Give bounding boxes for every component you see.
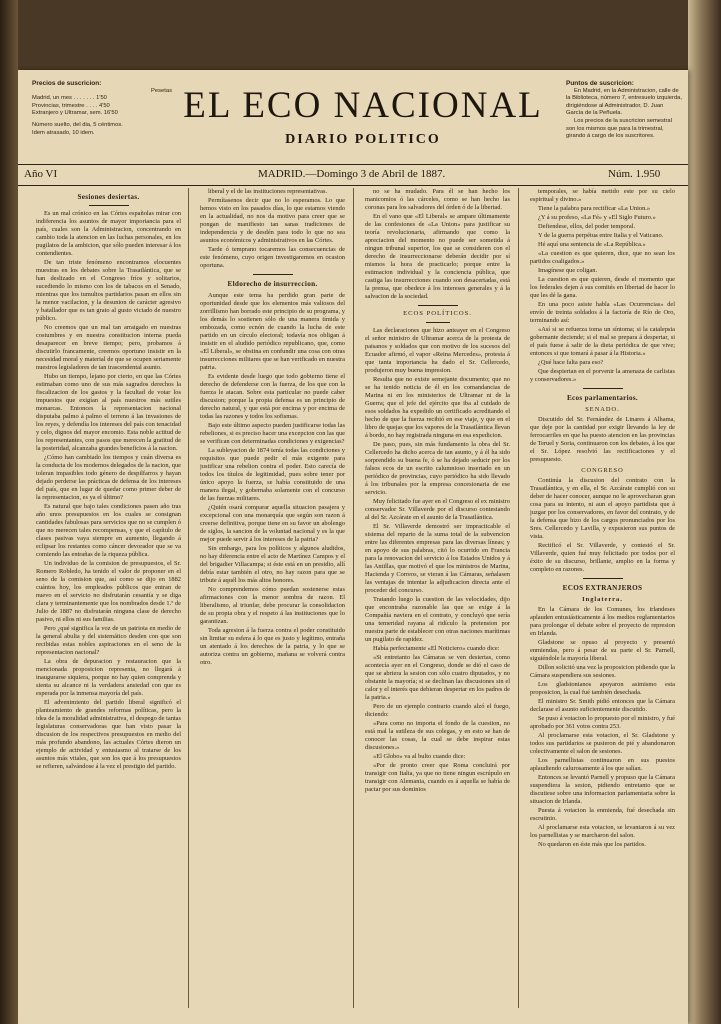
subscription-heading: Precios de suscricion: [32,80,102,87]
article-paragraph: Se puso á votacion lo propuesto por el ministro, y fué aprobado por 361 votos contra 253. [530,715,675,730]
article-paragraph: Un individuo de la comision de presupuestos, el Sr. Romero Robledo, ha tenido el valor de proponer en el seno de la comision que, así como se dijo en 1882 cuántos hoy, los empleados públicos que entran de nuevo en el servicio no disfrutarán cesantía y se diga clara y terminantemente que los nombrados desde 1.º de Julio de 1887 no disfrutarán ninguna clase de derecho pasivo, ni ellos ni sus familias. [36,560,181,623]
article-paragraph: Los parnellistas continuaron en sus puestos aplaudiendo calurosamente á los que salían. [530,757,675,772]
subscription-subheading: Pesetas [151,87,172,94]
article-paragraph: Hé aquí una sentencia de «La República.» [538,241,646,248]
article-paragraph: Dillon solicitó una vez la proposicion pidiendo que la Cámara suspendiera sus sesiones. [530,664,675,679]
issue-date: MADRID.—Domingo 3 de Abril de 1887. [258,168,446,180]
heading-rule [426,322,450,323]
issue-year: Año VI [24,168,58,180]
article-paragraph: En la Cámara de los Comunes, los irlandeses aplauden entusiásticamente á los medios reglamentarios para prolongar el debate sobre el proyecto de represion en Irlanda. [530,606,675,637]
masthead-subtitle: DIARIO POLITICO [285,132,441,147]
article-paragraph: Es un mal crónico en las Córtes españolas mirar con indiferencia los asuntos de mayor importancia para el país, cuales son la Administracion, concentrando en cambio toda la atencion en las luchas personales, en los pugilatos de la ambicion, que sólo pueden interesar á los contendientes. [36,210,181,257]
column-3 [365,188,510,1008]
article-paragraph: De paso, pues, sin más fundamento la obra del Sr. Cellercedo ha dicho acerca de tan asunto, y á él ha sido sorprendido su buena fe, ó se ha dejado seducir por los falsos ecos de un escrito calumnioso insertado en un periódico de provincias, cuyo periódico ha sido llevado á los tribunales por la empresa concesionaria de ese servicio. [365,441,510,496]
section-heading: Ecos parlamentarios. [566,394,639,402]
section-heading: ECOS POLÍTICOS. [403,310,472,317]
heading-rule [418,305,458,306]
issue-number: Núm. 1.950 [608,168,661,180]
article-heading: Eldorecho de insurreccion. [227,280,318,288]
article-paragraph: ¿Qué hace falta para eso? [538,359,604,366]
section-heading: ECOS EXTRANJEROS [562,584,643,592]
article-paragraph: Tiene la palabra para rectificar «La Union.» [538,205,651,212]
article-paragraph: no se ha mudado. Para él se han hecho los manicomios ó las cárceles, como se han hecho las coronas para los salvadores del órden ó de la libertad. [365,188,510,211]
article-paragraph: «El Globo» va al bulto cuando dice: [373,753,466,760]
article-paragraph: ¿Y á su profeso, «La Fé» y «El Siglo Futuro.» [538,214,656,221]
article-paragraph: En el vano que «El Liberal» se ampare últimamente de las confesiones de «La Union» para justificar su teoría revolucionaria, afirmando que como la apreciacion del momento no puede ser sometida á ningun tribunal superior, los que se consideren con el derecho de insurreccionarse deberán decidir por sí mismos la hora de practicarlo; porque entre la estimacion individual y la conciencia pública, que castiga las insurrecciones cuando son desacertadas, está la prensa, que obedece á los intereses generales y á la salvacion de la sociedad. [365,213,510,300]
article-paragraph: Toda agresion á la fuerza contra el poder constituido sin limitar su esfera á lo que es justo y legítimo, entraña un atentado á los derechos de la patria, y lo que se autoriza contra un gobierno, mañana se volverá contra otro. [200,627,345,666]
issue-price-line: Número suelto, del dia, 5 céntimos. [32,121,123,128]
article-paragraph: Bajo este último aspecto pueden justificarse todas las rebeliones, si es preciso hacer una excepcion con las que se verifican con determinadas condiciones y exigencias? [200,422,345,445]
article-paragraph: Tarde ó temprano tocaremos las consecuencias de este fenómeno, cuyo origen investigaremos en ocasion oportuna. [200,246,345,269]
article-paragraph: Al proclamarse esta votacion, se levantaron á su vez los parnellistas y se marcharon del salon. [530,824,675,839]
article-paragraph: Los gladstonianos apoyaron asimismo esta proposicion, la cual fué también desechada. [530,681,675,696]
column-divider [188,188,189,1008]
article-paragraph: No creemos que un mal tan arraigado en nuestras costumbres y en nuestra constitucion interna pueda desaparecer en breve tiempo; pero, probamos á discutirlo francamente, creemos oportuno insistir en la necesidad moral y material de que se ocupen seriamente nuestros legisladores de tan trascendental asunto. [36,324,181,371]
subscription-line: Madrid, un mes . . . . . . . 1'50 [32,95,107,102]
issue-info-bar [18,164,688,186]
article-paragraph: Permítasenos decir que no lo esperamos. Lo que hemos visto en los pasados días, lo que estamos viendo en la actualidad, no nos da motivo para creer que se pongan de manifiesto tan sanas tradiciones de independencia y de desdén para todo lo que no sea asuntos económicos y administrativos en las Córtes. [200,197,345,244]
subsection-heading: SENADO. [585,406,620,413]
article-paragraph: ¿Cómo han cambiado los tiempos y cuán diversa es la conducta de los modernos delegados de la nacion, que toleran impasibles todo género de despilfarros y hayan dejado perderse las prácticas de defensa de los intereses del país, que en lugar de quedar como primer deber de la representacion, es ya el último? [36,454,181,501]
article-paragraph: La obra de depuracion y restauracion que la mencionada proposicion representa, no llegará á inaugurarse siquiera, porque no hay quien comprenda y sienta su alcance ni la verdadera ansiedad con que es esperada por la inmensa mayoría del país. [36,658,181,697]
payment-line: En Madrid, en la Administracion, calle de la Biblioteca, número 7, entresuelo izquierda, dirigiéndose al Administrador, D. Juan García de la Peñuela. [566,87,683,117]
subsection-heading: CONGRESO [581,467,624,474]
article-paragraph: La subleyacion de 1874 tenía todas las condiciones y requisitos que puede pedir el más exigente para justificar una rebelion contra el poder. Esto carecía de todos los títulos de legitimidad, pues sobre tener por único apoyo la fuerza, se había constituido de una manera ilegal, y gobernaba solamente con el concurso de las fuerzas militares. [200,447,345,502]
article-paragraph: De tan triste fenómeno encontramos elocuentes muestras en los debates sobre la Trasatlántica, que se han deslizado en el Congreso fríos y solitarios, sucediendo lo mismo con los de tabacos en el Senado, mientras que los tumultos partidarios pasan en ellos sin la menor vacilacion, y la desunion de carácter agresivo y batallador que es tan grato al gusto viciado de nuestro público. [36,259,181,322]
article-paragraph: La cuestion es que quieren, desde el momento que los federales dejen á sus comités en libertad de hacer lo que les dé la gana. [530,276,675,299]
subscription-box [32,80,172,137]
heading-rule [89,205,129,206]
article-paragraph: Continúa la discusion del contrato con la Trasatlántica, y en ella, el Sr. Azcárate cumplió con su deber de hacer conocer, aunque no le aprovecharan gran cosa para su intento, ni aun el apoyo partidista que á juzgar por los conservadores, en favor del contrato, y de la defensa que hizo de los cargos pronunciados por los Sres. Cellercedo y Lavilla, y expusieron sus puntos de vista. [530,477,675,540]
article-paragraph: «Por de pronto creer que Roma concluirá por transigir con Italia, ya que no tiene ningun escrúpulo en transigir con Alemania, cuando es á aquella se había de pactar por sus dominios [365,762,510,793]
article-paragraph: El Sr. Villaverde demostró ser impracticable el sistema del reparto de la suma total de la subvencion entre las diferentes empresas para las diversas líneas; y en apoyo de sus palabras, citó lo ocurrido en Francia para la renovacion del servicio á los Estados Unidos y á las Antillas, que motivó el que los ministros de Marina, Hacienda y Correos, se vieran á las Cámaras, señalasen las ventajas de intentar la adjudicacion directa ante el proceder del concurso. [365,523,510,594]
column-4 [530,188,675,1008]
article-paragraph: El advenimiento del partido liberal significó el planteamiento de grandes reformas políticas, pero la idea de la moralidad administrativa, el despego de tantas legislaturas conservadoras que han visto pasar la discusion de los respectivos presupuestos en medio del más profundo abandono, las actuales Córtes dieron un ejemplo de actividad y entusiasmo al tratarse de los asuntos más vitales, que son los que á los presupuestos se refieren, salvándose á la vez el prestigio del partido. [36,699,181,770]
article-paragraph: «Para como no importa el fondo de la cuestion, no está mal la sutileza de sus colegas, y en esto se han de conocer las cosas, la cual se debe inspirar estas discusiones.» [365,720,510,751]
issue-price-line: Idem atrasado, 10 idem. [32,129,95,136]
heading-rule [583,388,623,389]
heading-rule [253,274,293,275]
column-divider [353,188,354,1008]
article-paragraph: No quedaron en éste más que los partidos. [538,841,646,848]
column-2 [200,188,345,1008]
article-paragraph: Defiendese, ellos, del poder temporal. [538,223,636,230]
article-paragraph: Rectificó el Sr. Villaverde, y contestó el Sr. Villaverde, quien fué muy felicitado por todos por el éxito de su discurso, brillante, amplio en la forma y completo en razones. [530,542,675,573]
subscription-line: Provincias, trimestre . . . . 4'50 [32,102,110,109]
book-spine [0,0,18,1024]
article-paragraph: Las declaraciones que hizo anteayer en el Congreso el señor ministro de Ultramar acerca de la protesta de paisanos y soldados que con motivo de los sucesos del Ecuador afirmó, el vapor «Reina Mercedes», protesta á que tanta importancia ha dado el Sr. Cellercedo, produjeron muy buena impresion. [365,327,510,374]
article-paragraph: Gladstone se opuso al proyecto y presentó enmiendas, pero á pesar de su parte el Sr. Parnell, siguiéndole la mayoría liberal. [530,639,675,662]
article-paragraph: Que despiertan en el porvenir la amenaza de carlistas y conservadores.» [530,368,675,383]
payment-box [566,80,682,141]
article-paragraph: Resulta que no existe semejante documento; que no se ha tenido noticia de él en los comandancias de Marina ni en los ministerios de Ultramar ni de la Guerra; que el jefe del ejército que iba al cuidado de esos soldados ha expedido un certificado acreditando el hecho de que la fuerza recibió en ese viaje, y que en el libro de quejas que los vapores de la Trasatlántica llevan á bordo, no hay registrada ninguna en esa expedicion. [365,376,510,439]
subsection-heading: Inglaterra. [582,596,623,603]
article-paragraph: ¿Quién osará comparar aquella situacion pasajera y excepcional con una monarquía que según son razon á creerse definitiva, porque tiene en su favor un abolengo de siglos, la sancion de la voluntad nacional y es la que mejor puede servir á los intereses de la patria? [200,504,345,543]
article-paragraph: Aunque este tema ha perdido gran parte de oportunidad desde que los elementos más valiosos del zorrillismo han borrado este principio de su programa, y los demás lo sostienen sólo de una manera tímida y embozada, como ecnón de cuando la lucha de este partido en un círculo electoral; todavía nos obligan á insistir en el aludido periódico republicano, que, como «El Liberal», se obstina en confundir una cosa con otras insurrecciones militares que se han verificado en nuestra patria. [200,292,345,371]
article-paragraph: temporales, se había metido este por su cielo espiritual y divino.» [530,188,675,203]
scan-background-top [0,0,721,70]
article-paragraph: Entonces se levantó Parnell y propuso que la Cámara suspendiera la sesion, pidiendo entretanto que se discutiese sobre una informacion parlamentaria sobre la situacion de Irlanda. [530,774,675,805]
article-paragraph: No comprendemos cómo puedan sostenerse estas afirmaciones con la menor sombra de razon. El liberalismo, al triunfar, debe procurar la consolidacion de su propia obra y el respeto á las instituciones que lo garantizan. [200,586,345,625]
article-paragraph: Discutido del Sr. Fernández de Linares á Alhama, que deje por la cantidad por exigir llevando la ley de ferrocarriles en que ha puesto atencion en las provincias de Teruel y Soria, continuaron con los debates, á los que el Sr. López resolvió las rectificaciones y el presupuesto. [530,416,675,463]
article-paragraph: Puesta á votacion la enmienda, fué desechada sin escrutinio. [530,807,675,822]
article-paragraph: El ministro Sr. Smith pidió entonces que la Cámara declarase el asunto suficientemente discutido. [530,698,675,713]
column-divider [518,188,519,1008]
payment-line: Los precios de la suscricion semestral son los mismos que para la trimestral, girando á cargo de los suscritores. [566,117,672,140]
article-paragraph: Sin embargo, para los políticos y algunos aludidos, no hay diferencia entre el acto de Martínez Campos y el del brigadier Villacampa; si éste está en un presidio, allí debía estar también el otro, no hay razon para que se tribute á aquél los más altos honores. [200,545,345,584]
subscription-line: Extranjero y Ultramar, sem. 16'50 [32,110,118,117]
article-paragraph: «La cuestion es que quieren, dice, que no sean los partidos coaligados.» [530,250,675,265]
article-paragraph: liberal y el de las instituciones representativas. [208,188,328,195]
article-paragraph: En una poco asiste habla «Las Ocurrencias» del envío de treinta soldados á la factoría de Río de Oro, terminando así: [530,301,675,324]
article-paragraph: Pero de un ejemplo contrario cuando alzó el fuego, diciendo: [365,703,510,718]
heading-rule [583,578,623,579]
article-paragraph: «Si entretanto las Cámaras se ven desiertas, como acontecía ayer en el Congreso, donde se dió el caso de que se abriera la sesion con sólo cuatro diputados, y no obstante la mayoría; si se declinan las discusiones sin el calor y el interés que debieran despertar en los padres de la patria.» [365,654,510,701]
newspaper-page [18,70,688,1024]
column-1 [36,188,181,1008]
article-paragraph: Tratando luego la cuestion de las velocidades, dijo que encontraba razonable las que se exige á la Compañía naviera en el contrato, y concluyó que sería una temeridad rayana al ridículo la pretension por nuestra parte de establecer con otras naciones marítimas un pugilato de rapidez. [365,596,510,643]
article-paragraph: Es natural que bajo tales condiciones pasen año tras año unos presupuestos en los cuales se consignan cantidades fabulosas para servicios que no se cumplen ó que no merecen tales recompensas, y que el capítulo de clases pasivas vaya siempre en aumento, llegando á eclipsar los restantes como cáncer devorador que se va comiendo las entrañas de la riqueza pública. [36,503,181,558]
article-paragraph: Es evidente desde luego que todo gobierno tiene el derecho de defenderse con la fuerza, de los que con la fuerza le atacan. Sobre esta particular no puede caber discusion; porque la propia defensa es un principio de derecho natural, y que está por encima y por encima de todas las razones y todos los sofismas. [200,373,345,420]
payment-heading: Puntos de suscricion: [566,80,634,87]
article-paragraph: Hubo un tiempo, lejano por cierto, en que las Córtes estimaban como uno de sus más sagrados derechos la fiscalizacion de los gastos y la facultad de votar los impuestos que exigían al país nuestros más sutiles monarcas. Entonces la representacion nacional disputaba palmo á palmo el terreno á las invasiones de los reyes, y defendía los intereses del país con tenacidad y celo, dignos del mayor encomio. Esta noble actitud de los representantes, con pasos que merecen la gratitud de la posteridad, alcanzaba grandes beneficios á la nacion. [36,373,181,452]
article-heading: Sesiones desiertas. [77,193,140,201]
article-paragraph: Había perfectamente «El Noticiero» cuando dice: [373,645,500,652]
article-paragraph: Imagínese que coligan. [538,267,598,274]
article-paragraph: Y de la guerra perpétua entre Italia y el Vaticano. [538,232,664,239]
page-edge-shadow [688,0,721,1024]
masthead-title: EL ECO NACIONAL [183,85,543,126]
article-paragraph: Al proclamarse esta votacion, el Sr. Gladstone y todos sus partidarios se pusieron de pié y abandonaron colectivamente el salon de sesiones. [530,732,675,755]
article-paragraph: «Así si se refuerza toma un síntoma; si la catalepsia gobernante deciende; si el mal se prepara á despertar, si el país fuese á salir de la dieta periódica de que vive; entonces si que tomará á pasar á la Historia.» [530,326,675,357]
article-paragraph: Muy felicitado fue ayer en el Congreso el ex ministro conservador Sr. Villaverde por el discurso contestando al del Sr. Azcárate en el asunto de la Trasatlántica. [365,498,510,521]
article-paragraph: Pero ¿qué significa la voz de un patriota en medio de la general abulia y del sistemático desden con que son recibidas estas nobles aspiraciones en el seno de la representacion nacional? [36,625,181,656]
